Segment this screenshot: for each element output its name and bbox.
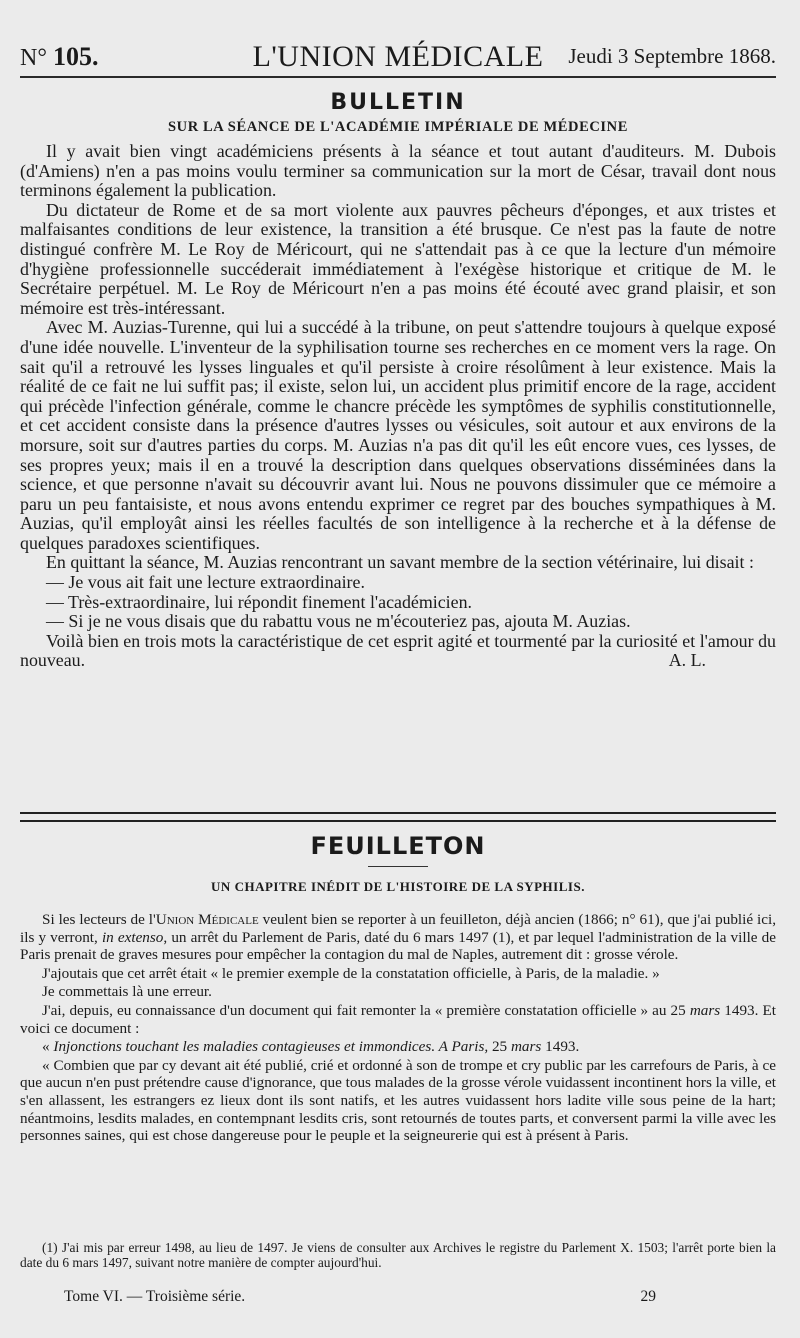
page-number: 29 (640, 1288, 656, 1305)
issue-number-value: 105. (52, 42, 99, 71)
section-divider (20, 812, 776, 822)
masthead (20, 40, 776, 74)
closing-paragraph (20, 632, 776, 671)
text-run: 1493. Et voici ce document : (20, 1001, 776, 1037)
volume-label: Tome VI. — Troisième série. (64, 1288, 246, 1305)
italic-text: mars (689, 1001, 721, 1019)
paragraph: J'ajoutais que cet arrêt était « le premier exemple de la constatation officielle, à Paris, de la maladie. » (42, 964, 660, 982)
dialogue-line: — Si je ne vous disais que du rabattu vous ne m'écouteriez pas, ajouta M. Auzias. (46, 611, 631, 632)
footnote: (1) J'ai mis par erreur 1498, au lieu de 1497. Je viens de consulter aux Archives le registre du Parlement X. 1503; l'arrêt porte bien la date du 6 mars 1497, suivant notre manière de compter aujourd'hui. (20, 1240, 776, 1270)
feuilleton-body (20, 911, 776, 1145)
document-heading (20, 1038, 776, 1056)
feuilleton-subtitle: UN CHAPITRE INÉDIT DE L'HISTOIRE DE LA SYPHILIS. (211, 879, 585, 894)
issue-date: Jeudi 3 Septembre 1868. (568, 44, 776, 68)
bulletin-subtitle: SUR LA SÉANCE DE L'ACADÉMIE IMPÉRIALE DE MÉDECINE (167, 119, 629, 135)
issue-number-prefix: N° (20, 45, 47, 71)
text-run: 25 (488, 1038, 511, 1056)
bulletin-title: BULLETIN (330, 90, 466, 115)
text-run: Si les lecteurs de l' (42, 911, 156, 928)
paragraph (20, 1002, 776, 1037)
text-run: J'ai, depuis, eu connaissance d'un document qui fait remonter la « première constatation officielle » au 25 (42, 1001, 690, 1019)
paragraph (20, 911, 776, 964)
italic-text: Injonctions touchant les maladies contagieuses et immondices. A Paris, (53, 1038, 489, 1056)
author-signature: A. L. (668, 650, 706, 671)
dialogue-line: — Très-extraordinaire, lui répondit finement l'académicien. (46, 591, 473, 612)
closing-text: Voilà bien en trois mots la caractéristique de cet esprit agité et tourmenté par la curiosité et l'amour du nouveau. (20, 630, 776, 671)
paragraph: Je commettais là une erreur. (42, 983, 212, 1001)
title-rule (368, 866, 428, 867)
paragraph: En quittant la séance, M. Auzias rencontrant un savant membre de la section vétérinaire, lui disait : (46, 552, 754, 573)
feuilleton-title: FEUILLETON (310, 832, 486, 860)
text-run: « (42, 1038, 54, 1056)
feuilleton-section (20, 826, 776, 1146)
quoted-document: « Combien que par cy devant ait été publié, crié et ordonné à son de trompe et cry public par les carrefours de Paris, à ce que aucun n'en pust prétendre cause d'ignorance, que tous malades de la grosse vérole vuidassent incontinent hors la ville, et s'en allassent, les estrangers ez lieux dont ils sont natifs, et les autres vuidassent hors ladite ville sous peine de la hart; néantmoins, lesdits malades, en contempnant lesdits cris, sont retournés de toutes parts, et conversent parmi la ville avec les personnes saines, qui est chose dangereuse pour le peuple et la seigneurerie qui est à présent à Paris. (20, 1056, 776, 1145)
text-run: , un arrêt du Parlement de Paris, daté du 6 mars 1497 (1), et par lequel l'administration de la ville de Paris prenait de graves mesures pour empêcher la contagion du mal de Naples, autrement dit : grosse vérole. (20, 928, 776, 964)
journal-name: Union Médicale (155, 911, 259, 928)
paragraph: Du dictateur de Rome et de sa mort violente aux pauvres pêcheurs d'éponges, et aux tristes et malfaisantes conditions de leur existence, la transition a été brusque. Ce n'est pas la faute de notre distingué confrère M. Le Roy de Méricourt, qui ne s'attendait pas à ce que la lecture d'un mémoire d'hygiène professionnelle succéderait immédiatement à l'exégèse historique et critique de M. le Secrétaire perpétuel. M. Le Roy de Méricourt n'en a pas moins été écouté avec grand plaisir, et son mémoire est très-intéressant. (20, 199, 776, 318)
italic-text: mars (510, 1038, 542, 1056)
text-run: 1493. (541, 1038, 580, 1056)
bulletin-section (20, 82, 776, 671)
paragraph: Avec M. Auzias-Turenne, qui lui a succédé à la tribune, on peut s'attendre toujours à quelque exposé d'une idée nouvelle. L'inventeur de la syphilisation tourne ses recherches en ce moment vers la rage. On sait qu'il a retrouvé les lysses linguales et qu'il persiste à croire résolûment à leur existence. Mais la réalité de ce fait ne lui suffit pas; il existe, selon lui, un accident plus primitif encore de la rage, accident qui précède l'infection générale, comme le chancre précède les symptômes de syphilis constitutionnelle, et cet accident consiste dans la présence d'autres lysses ou vésicules, soit autour et aux environs de la morsure, soit sur d'autres parties du corps. M. Auzias n'a pas dit qu'il les eût encore vues, ces lysses, de ses propres yeux; mais il en a trouvé la description dans quelques observations disséminées dans la science, et que personne n'avait su découvrir avant lui. Nous ne pouvons dissimuler que ce mémoire a paru un peu fantaisiste, et nous avons entendu exprimer ce regret par des bouches sympathiques à M. Auzias, qu'il employât ainsi les réelles facultés de son intelligence à la recherche et à la défense de quelques paradoxes scientifiques. (20, 317, 776, 553)
paragraph: Il y avait bien vingt académiciens présents à la séance et tout autant d'auditeurs. M. Dubois (d'Amiens) n'en a pas moins voulu terminer sa communication sur la mort de César, travail dont nous terminons également la publication. (20, 141, 776, 201)
header-rule (20, 76, 776, 78)
bulletin-body (20, 142, 776, 671)
dialogue-line: — Je vous ait fait une lecture extraordinaire. (46, 572, 365, 593)
italic-text: in extenso (101, 928, 164, 946)
journal-title: L'UNION MÉDICALE (252, 40, 544, 73)
text-run: veulent bien se reporter à un feuilleton, déjà ancien (1866; n° 61), que j'ai publié ici, ils y verront, (20, 911, 776, 946)
